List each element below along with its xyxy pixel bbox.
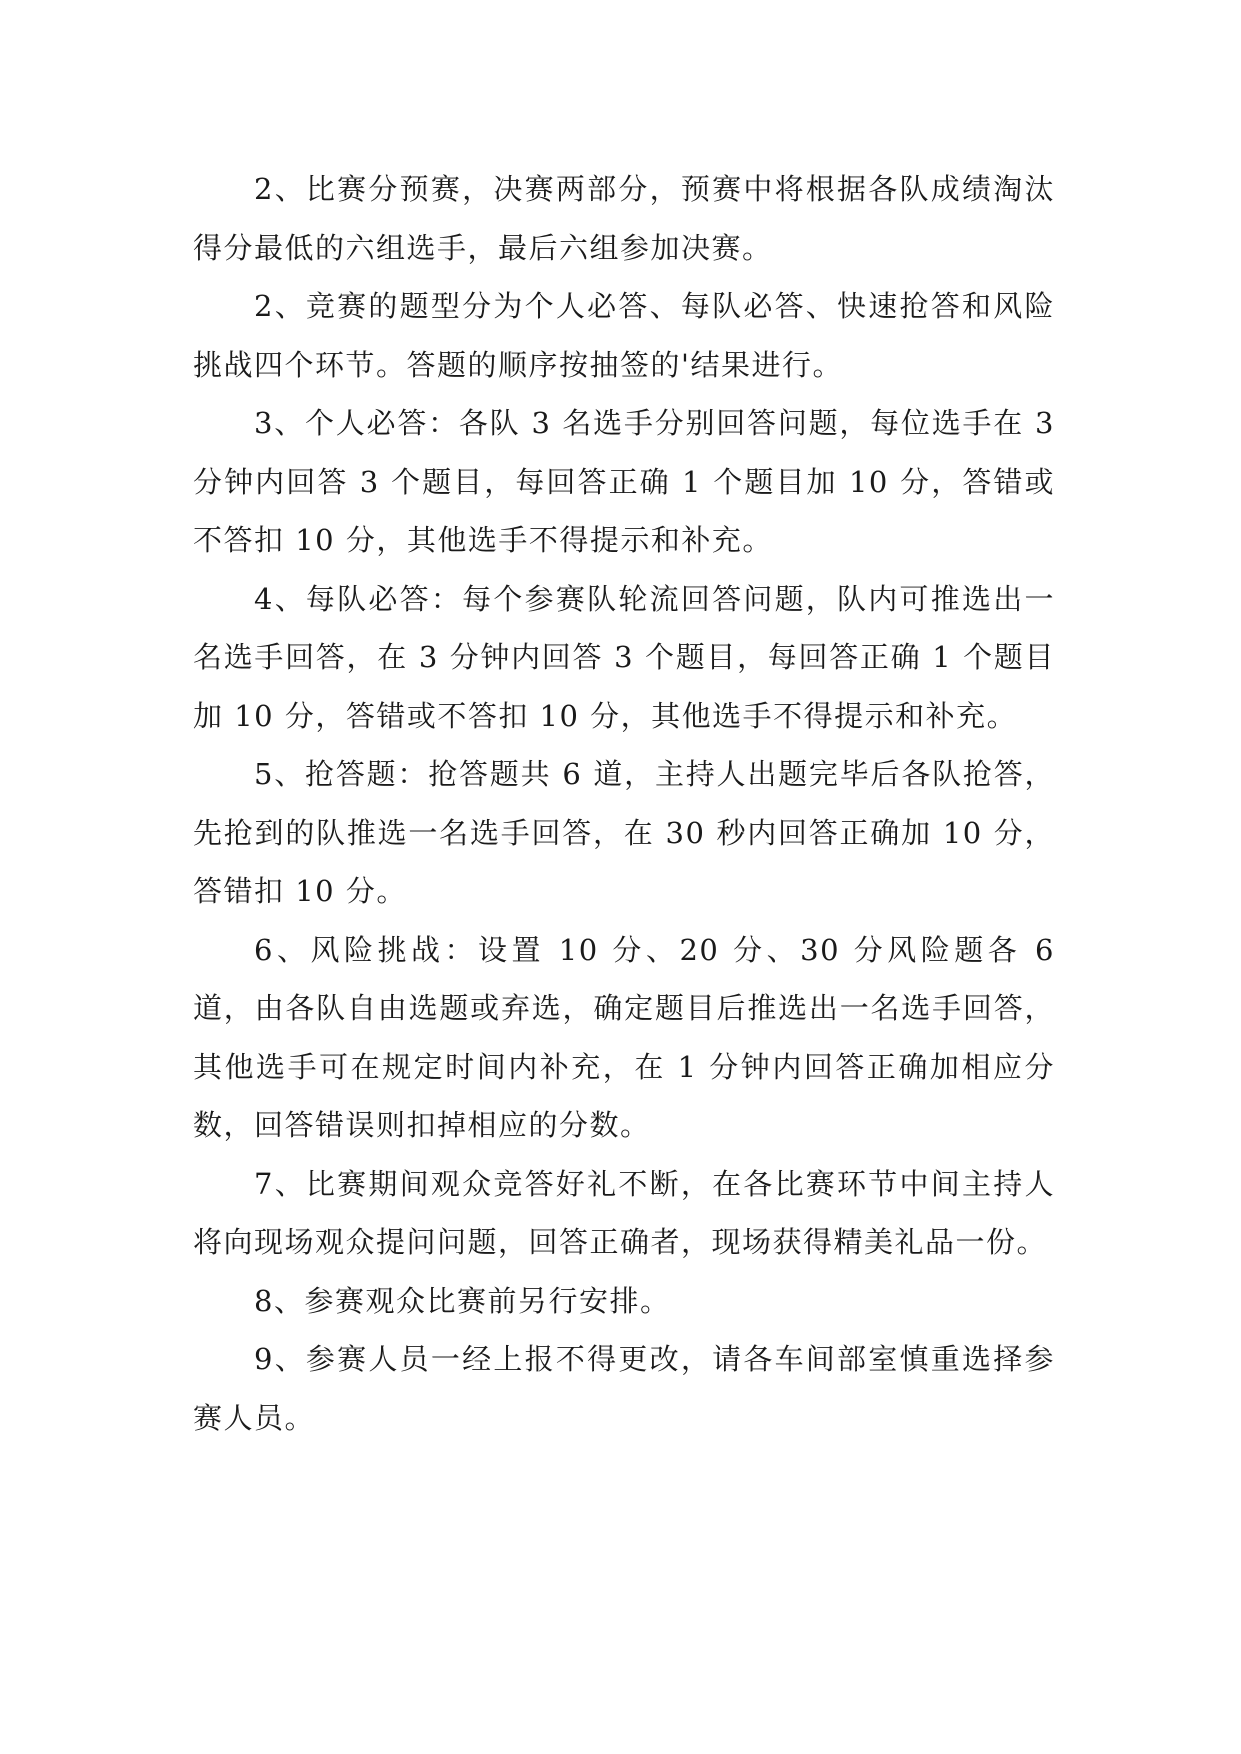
rule-paragraph-9: 9、参赛人员一经上报不得更改，请各车间部室慎重选择参赛人员。 bbox=[193, 1342, 1055, 1435]
rule-paragraph-4: 4、每队必答：每个参赛队轮流回答问题，队内可推选出一名选手回答，在 3 分钟内回答 3 个题目，每回答正确 1 个题目加 10 分，答错或不答扣 10 分，其他选手不得提示和补充。 bbox=[193, 581, 1055, 733]
rule-paragraph-2: 2、竞赛的题型分为个人必答、每队必答、快速抢答和风险挑战四个环节。答题的顺序按抽签的'结果进行。 bbox=[193, 289, 1055, 382]
rule-paragraph-1: 2、比赛分预赛，决赛两部分，预赛中将根据各队成绩淘汰得分最低的六组选手，最后六组参加决赛。 bbox=[193, 172, 1055, 265]
rule-paragraph-3: 3、个人必答：各队 3 名选手分别回答问题，每位选手在 3 分钟内回答 3 个题目，每回答正确 1 个题目加 10 分，答错或不答扣 10 分，其他选手不得提示和补充。 bbox=[193, 406, 1055, 557]
rule-paragraph-8: 8、参赛观众比赛前另行安排。 bbox=[254, 1283, 671, 1318]
document-body bbox=[193, 160, 1055, 1447]
rule-paragraph-5: 5、抢答题：抢答题共 6 道，主持人出题完毕后各队抢答，先抢到的队推选一名选手回答，在 30 秒内回答正确加 10 分，答错扣 10 分。 bbox=[193, 757, 1055, 908]
rule-paragraph-7: 7、比赛期间观众竞答好礼不断，在各比赛环节中间主持人将向现场观众提问问题，回答正确者，现场获得精美礼品一份。 bbox=[193, 1166, 1055, 1259]
rule-paragraph-6: 6、风险挑战：设置 10 分、20 分、30 分风险题各 6 道，由各队自由选题或弃选，确定题目后推选出一名选手回答，其他选手可在规定时间内补充，在 1 分钟内回答正确加相应分数，回答错误则扣掉相应的分数。 bbox=[193, 932, 1055, 1142]
